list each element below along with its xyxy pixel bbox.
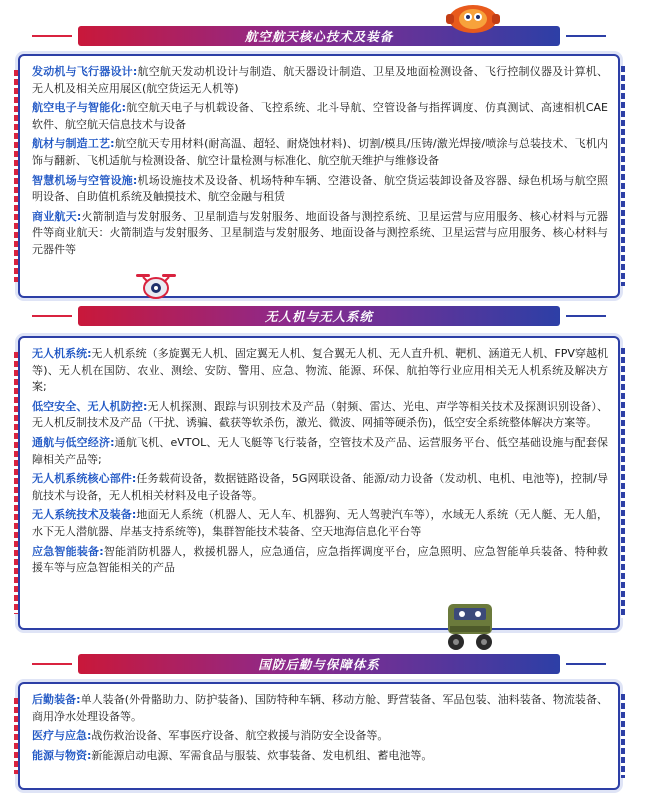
item-label: 无人机系统:: [32, 347, 92, 360]
item-label: 无人系统技术及装备:: [32, 508, 137, 522]
section-title: 无人机与无人系统: [264, 309, 373, 324]
item-label: 通航与低空经济:: [32, 435, 115, 449]
section-box: [18, 336, 620, 630]
item-text: 无人机系统（多旋翼无人机、固定翼无人机、复合翼无人机、无人直升机、靶机、涵道无人机、FPV穿越机等)、无人机在国防、农业、测绘、安防、警用、应急、物流、能源、环保、航拍等行业应用相关无人机系统及解决方案;: [32, 347, 608, 394]
list-item: [32, 507, 608, 540]
item-label: 发动机与飞行器设计:: [32, 65, 138, 78]
list-item: [32, 692, 608, 725]
item-label: 医疗与应急:: [32, 729, 92, 743]
section-box: [18, 682, 620, 790]
item-text: 航空航天专用材料(耐高温、超轻、耐烧蚀材料)、切割/模具/压铸/激光焊接/喷涂与总装技术、飞机内饰与翻新、飞机适航与检测设备、航空计量检测与标准化、航空航天维护与维修设备: [32, 137, 609, 167]
drone-mascot-icon: [132, 268, 180, 304]
list-item: [32, 100, 608, 133]
item-label: 无人机系统核心部件:: [32, 472, 137, 486]
item-text: 战伤救治设备、军事医疗设备、航空救援与消防安全设备等。: [91, 729, 389, 743]
item-text: 新能源启动电源、军需食品与服装、炊事装备、发电机组、蓄电池等。: [91, 748, 433, 762]
list-item: [32, 399, 608, 432]
item-label: 智慧机场与空管设施:: [32, 173, 138, 187]
item-label: 商业航天:: [32, 209, 82, 223]
list-item: [32, 728, 608, 745]
list-item: [32, 435, 608, 468]
item-label: 低空安全、无人机防控:: [32, 399, 148, 413]
item-text: 智能消防机器人，救援机器人，应急通信，应急指挥调度平台，应急照明、应急智能单兵装备、特种救援车等与应急智能相关的产品: [32, 544, 609, 575]
list-item: [32, 136, 608, 169]
list-item: [32, 173, 608, 206]
item-text: 地面无人系统（机器人、无人车、机器狗、无人驾驶汽车等），水域无人系统（无人艇、无人船，水下无人潜航器、岸基支持系统等)，集群智能技术装备、空天地海信息化平台等: [32, 508, 608, 538]
list-item: [32, 64, 608, 97]
list-item: [32, 346, 608, 396]
item-text: 单人装备(外骨骼助力、防护装备)、国防特种车辆、移动方舱、野营装备、军品包装、油料装备、物流装备、商用净水处理设备等。: [32, 693, 608, 723]
item-text: 火箭制造与发射服务、卫星制造与发射服务、地面设备与测控系统、卫星运营与应用服务、核心材料与元器件等商业航天：火箭制造与发射服务、卫星制造与发射服务、地面设备与测控系统、卫星运营与应用服务、核心材料与元器件等: [32, 209, 608, 256]
item-text: 通航飞机、eVTOL、无人飞艇等飞行装备，空管技术及产品、运营服务平台、低空基础设施与配套保障相关产品等;: [32, 435, 608, 466]
section-box: [18, 54, 620, 298]
section-title: 航空航天核心技术及装备: [244, 29, 394, 44]
item-label: 能源与物资:: [32, 748, 92, 762]
item-text: 任务载荷设备，数据链路设备，5G网联设备、能源/动力设备（发动机、电机、电池等)，控制/导航技术与设备，无人机相关材料及电子设备等。: [32, 472, 608, 502]
item-text: 机场设施技术及设备、机场特种车辆、空港设备、航空货运装卸设备及容器、绿色机场与航空照明设备、自助值机系统及触摸技术、航空金融与租赁: [32, 173, 609, 204]
item-label: 后勤装备:: [32, 693, 81, 706]
item-label: 航材与制造工艺:: [32, 137, 115, 151]
item-label: 应急智能装备:: [32, 544, 104, 558]
robot-mascot-icon: [438, 0, 508, 34]
section-header: [78, 306, 560, 326]
item-text: 无人机探测、跟踪与识别技术及产品（射频、雷达、光电、声学等相关技术及探测识别设备）、无人机反制技术及产品（干扰、诱骗、截获等软杀伤，激光、微波、网捕等硬杀伤)，低空安全系统整体解决方案等。: [32, 399, 609, 430]
list-item: [32, 544, 608, 577]
section-title: 国防后勤与保障体系: [258, 657, 380, 672]
list-item: [32, 748, 608, 765]
truck-mascot-icon: [438, 598, 502, 654]
section-header: [78, 654, 560, 674]
list-item: [32, 209, 608, 259]
item-text: 航空航天电子与机载设备、飞控系统、北斗导航、空管设备与指挥调度、仿真测试、高速相机CAE软件、航空航天信息技术与设备: [32, 101, 608, 131]
item-text: 航空航天发动机设计与制造、航天器设计制造、卫星及地面检测设备、飞行控制仪器及计算机、无人机及相关应用展区(航空货运无人机等): [32, 65, 609, 95]
list-item: [32, 471, 608, 504]
item-label: 航空电子与智能化:: [32, 101, 127, 115]
